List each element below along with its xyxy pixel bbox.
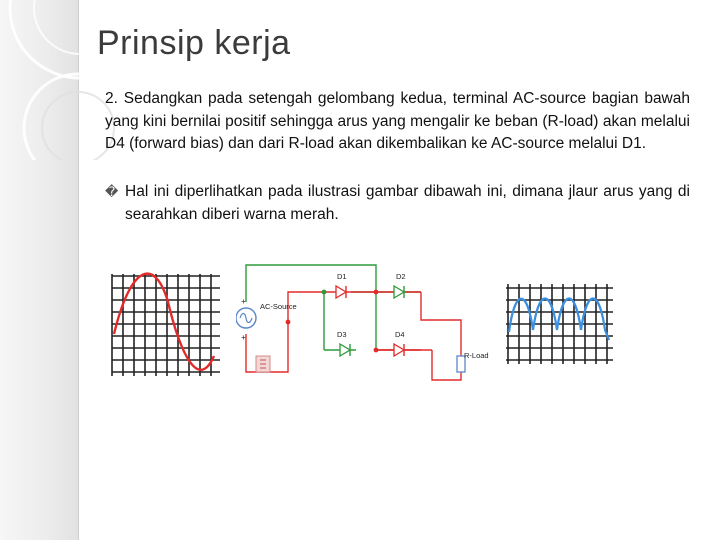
bullet-item [105,181,690,226]
output-waveform-graph [505,282,615,366]
polarity-top-label: + [241,297,246,306]
output-grid [506,284,613,364]
input-waveform-graph [110,272,222,380]
d2-label: D2 [396,272,406,281]
body-paragraph: 2. Sedangkan pada setengah gelombang kedua, terminal AC-source bagian bawah yang kini bernilai positif sehingga arus yang mengalir ke beban (R-load) akan melalui D4 (forward bias) dan dari R-load akan dikembalikan ke AC-source melalui D1. [105,90,690,152]
bullet-text: Hal ini diperlihatkan pada ilustrasi gambar dibawah ini, dimana jlaur arus yang di searahkan diberi warna merah. [125,183,690,223]
diode-d2-icon [394,286,404,298]
bullet-icon: � [105,184,119,199]
junction-dot [374,348,379,353]
bridge-rectifier-circuit [236,262,500,402]
diode-d4-icon [394,344,404,356]
polarity-bottom-label: + [241,333,246,342]
junction-dot [286,320,291,325]
diode-d1-icon [336,286,346,298]
junction-dot [374,290,379,295]
d1-label: D1 [337,272,347,281]
d3-label: D3 [337,330,347,339]
slide-title: Prinsip kerja [97,24,291,62]
ac-source-icon [236,308,256,328]
diode-d3-icon [340,344,350,356]
output-rectified-wave [509,299,609,341]
junction-dot [322,290,327,295]
meter-icon [256,356,270,372]
ac-source-label: AC-Source [260,302,297,311]
d4-label: D4 [395,330,405,339]
r-load-label: R-Load [464,351,489,360]
